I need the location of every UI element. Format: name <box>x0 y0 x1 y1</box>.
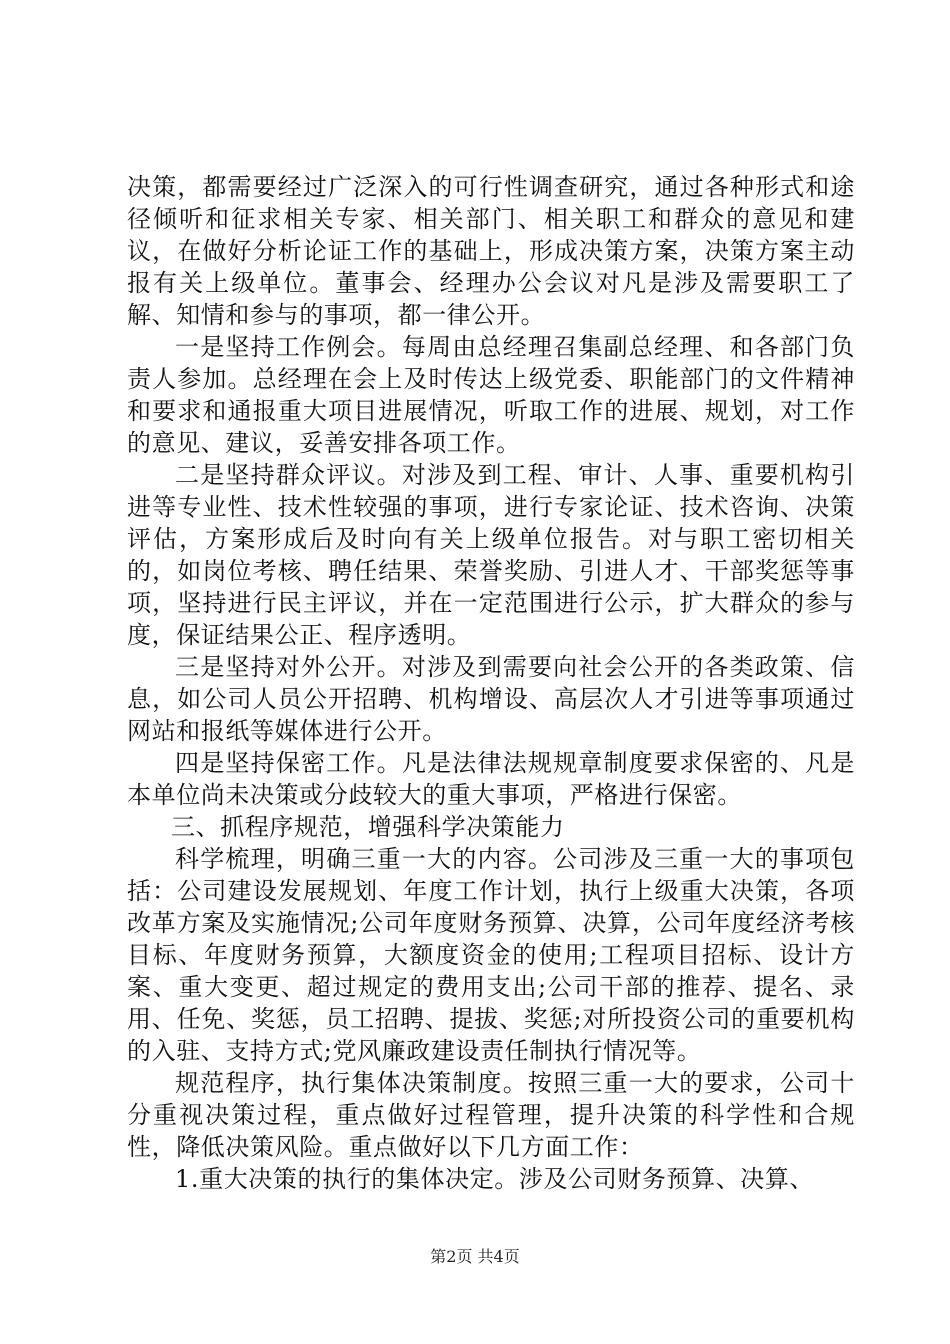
paragraph-external-disclosure: 三是坚持对外公开。对涉及到需要向社会公开的各类政策、信息，如公司人员公开招聘、机构增设、高层次人才引进等事项通过网站和报纸等媒体进行公开。 <box>127 653 855 745</box>
page-number-footer: 第2页 共4页 <box>430 1247 520 1266</box>
section-heading: 三、抓程序规范，增强科学决策能力 <box>171 813 565 841</box>
paragraph-list-item-1: 1.重大决策的执行的集体决定。涉及公司财务预算、决算、 <box>175 1165 815 1193</box>
paragraph-public-review: 二是坚持群众评议。对涉及到工程、审计、人事、重要机构引进等专业性、技术性较强的事项，进行专家论证、技术咨询、决策评估，方案形成后及时向有关上级单位报告。对与职工密切相关的，如岗位考核、聘任结果、荣誉奖励、引进人才、干部奖惩等事项，坚持进行民主评议，并在一定范围进行公示，扩大群众的参与度，保证结果公正、程序透明。 <box>127 461 855 649</box>
paragraph-scope-definition: 科学梳理，明确三重一大的内容。公司涉及三重一大的事项包括：公司建设发展规划、年度工作计划，执行上级重大决策，各项改革方案及实施情况;公司年度财务预算、决算，公司年度经济考核目标、年度财务预算，大额度资金的使用;工程项目招标、设计方案、重大变更、超过规定的费用支出;公司干部的推荐、提名、录用、任免、奖惩，员工招聘、提拔、奖惩;对所投资公司的重要机构的入驻、支持方式;党风廉政建设责任制执行情况等。 <box>127 845 855 1065</box>
paragraph-collective-decision: 规范程序，执行集体决策制度。按照三重一大的要求，公司十分重视决策过程，重点做好过程管理，提升决策的科学性和合规性，降低决策风险。重点做好以下几方面工作： <box>127 1069 855 1161</box>
paragraph-continuation: 决策，都需要经过广泛深入的可行性调查研究，通过各种形式和途径倾听和征求相关专家、相关部门、相关职工和群众的意见和建议，在做好分析论证工作的基础上，形成决策方案，决策方案主动报有关上级单位。董事会、经理办公会议对凡是涉及需要职工了解、知情和参与的事项，都一律公开。 <box>127 173 855 329</box>
paragraph-confidentiality: 四是坚持保密工作。凡是法律法规规章制度要求保密的、凡是本单位尚未决策或分歧较大的重大事项，严格进行保密。 <box>127 749 855 809</box>
paragraph-work-meeting: 一是坚持工作例会。每周由总经理召集副总经理、和各部门负责人参加。总经理在会上及时传达上级党委、职能部门的文件精神和要求和通报重大项目进展情况，听取工作的进展、规划，对工作的意见、建议，妥善安排各项工作。 <box>127 333 855 457</box>
document-body <box>127 171 855 1195</box>
